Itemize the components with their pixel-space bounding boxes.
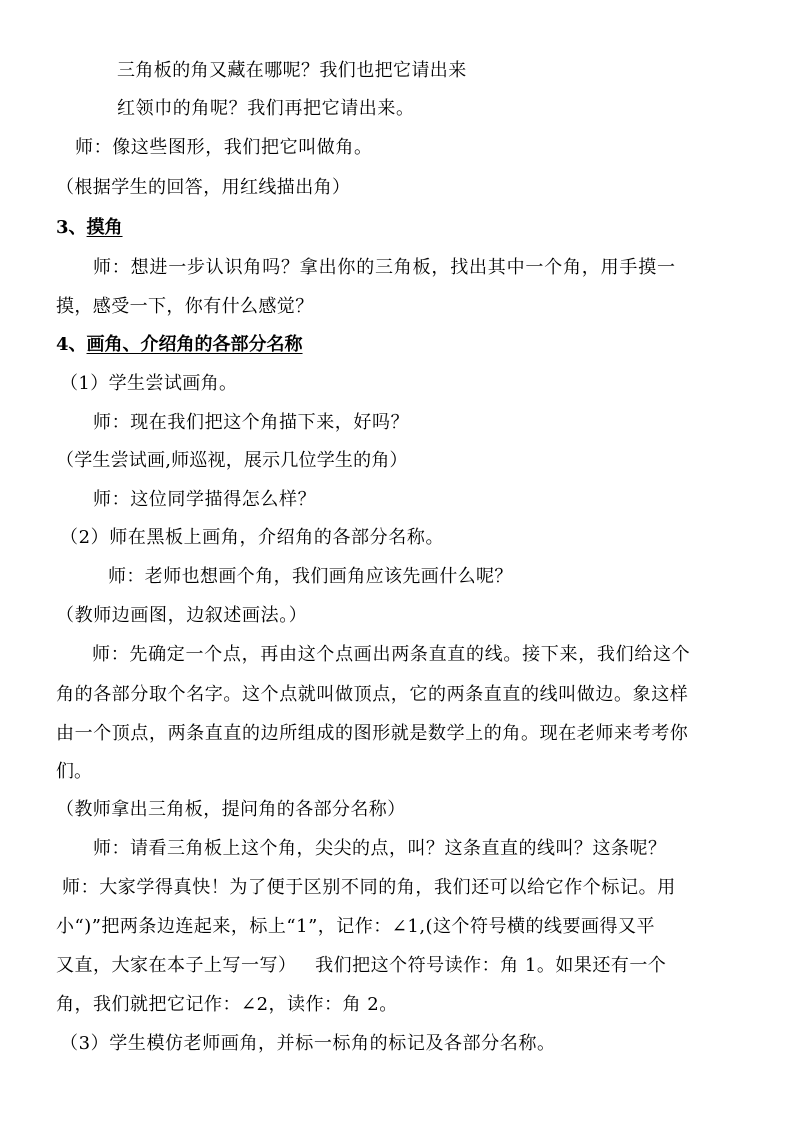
text-line: 师：像这些图形，我们把它叫做角。: [75, 137, 373, 158]
text-line: （根据学生的回答，用红线描出角）: [56, 177, 351, 198]
text-line: 角，我们就把它记作：∠2，读作：角 2。: [56, 994, 398, 1015]
text-line: 角的各部分取个名字。这个点就叫做顶点，它的两条直直的线叫做边。象这样: [56, 684, 689, 705]
section-heading-4: [56, 333, 303, 357]
heading-number: 3、: [56, 217, 87, 238]
text-line: 师：先确定一个点，再由这个点画出两条直直的线。接下来，我们给这个: [92, 644, 691, 665]
heading-number: 4、: [56, 334, 87, 355]
text-line: 红领巾的角呢？我们再把它请出来。: [117, 98, 415, 119]
heading-text: 画角、介绍角的各部分名称: [86, 334, 303, 355]
text-line: 师：想进一步认识角吗？拿出你的三角板，找出其中一个角，用手摸一: [93, 257, 676, 278]
text-line: （2）师在黑板上画角，介绍角的各部分名称。: [60, 527, 445, 548]
text-line: 三角板的角又藏在哪呢？我们也把它请出来: [117, 60, 467, 81]
text-line: （3）学生模仿老师画角，并标一标角的标记及各部分名称。: [60, 1033, 556, 1054]
text-line: 摸，感受一下，你有什么感觉？: [56, 296, 314, 317]
section-heading-3: [56, 216, 123, 240]
text-line: （教师边画图，边叙述画法。）: [56, 605, 308, 626]
heading-text: 摸角: [86, 217, 123, 238]
text-line: 师：老师也想画个角，我们画角应该先画什么呢？: [108, 566, 513, 587]
text-line: （1）学生尝试画角。: [60, 373, 238, 394]
text-line: 师：请看三角板上这个角，尖尖的点，叫？这条直直的线叫？这条呢？: [93, 838, 667, 859]
text-line: 小“)”把两条边连起来，标上“1”，记作：∠1,(这个符号横的线要画得又平: [56, 916, 656, 937]
text-line: 师：大家学得真快！为了便于区别不同的角，我们还可以给它作个标记。用: [62, 877, 676, 898]
text-line: 又直，大家在本子上写一写） 我们把这个符号读作：角 1。如果还有一个: [56, 955, 667, 976]
text-line: （学生尝试画,师巡视，展示几位学生的角）: [56, 450, 408, 471]
text-line: （教师拿出三角板，提问角的各部分名称）: [56, 799, 406, 820]
text-line: 们。: [56, 761, 92, 782]
text-line: 师：这位同学描得怎么样？: [93, 489, 317, 510]
text-line: 师：现在我们把这个角描下来，好吗？: [93, 412, 410, 433]
text-line: 由一个顶点，两条直直的边所组成的图形就是数学上的角。现在老师来考考你: [56, 723, 689, 744]
